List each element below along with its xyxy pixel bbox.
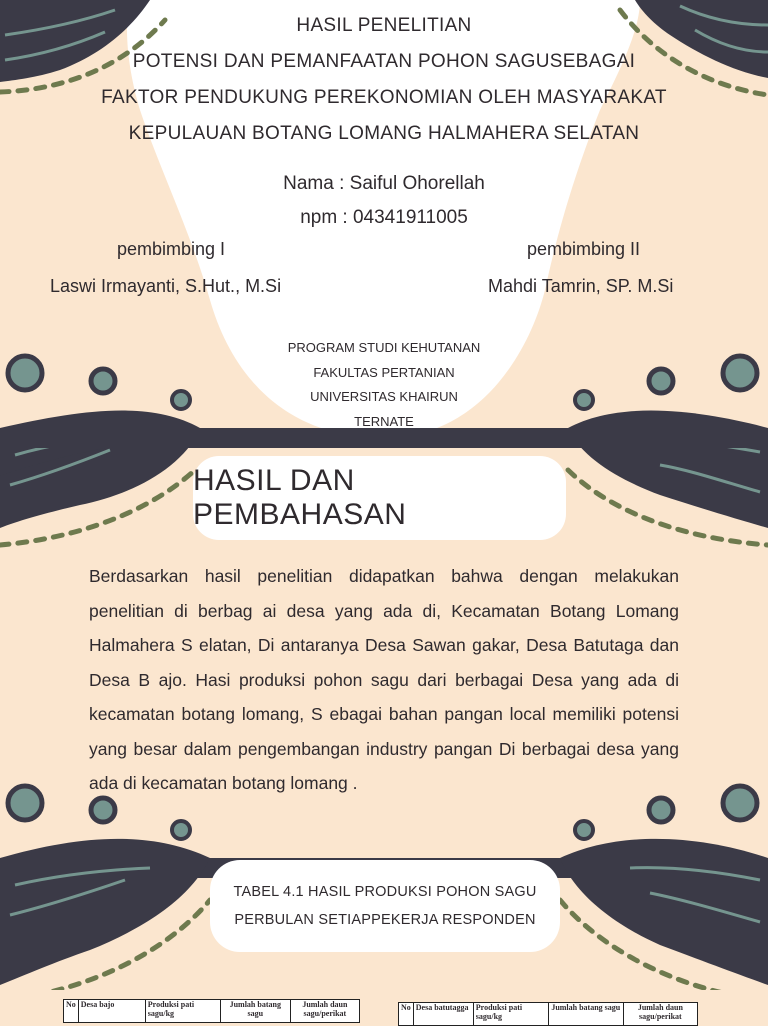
institution-line-3: UNIVERSITAS KHAIRUN bbox=[310, 389, 458, 404]
table-desa-bajo bbox=[63, 999, 360, 1023]
title-line-1: HASIL PENELITIAN bbox=[296, 15, 472, 36]
title-line-3: FAKTOR PENDUKUNG PEREKONOMIAN OLEH MASYARAKAT bbox=[101, 87, 667, 108]
section-heading-box bbox=[193, 456, 566, 540]
institution-line-2: FAKULTAS PERTANIAN bbox=[313, 364, 455, 380]
supervisor-2-name: Mahdi Tamrin, SP. M.Si bbox=[488, 276, 674, 296]
col-daun: Jumlah daun sagu/perikat bbox=[290, 1000, 359, 1023]
col-daun: Jumlah daun sagu/perikat bbox=[623, 1003, 697, 1026]
col-batang: Jumlah batang sagu bbox=[548, 1003, 623, 1026]
table-caption-line-2: PERBULAN SETIAPPEKERJA RESPONDEN bbox=[234, 912, 536, 928]
institution-line-1: PROGRAM STUDI KEHUTANAN bbox=[287, 340, 481, 355]
col-desa: Desa batutagga bbox=[413, 1003, 473, 1026]
col-no: No bbox=[64, 1000, 79, 1023]
col-desa: Desa bajo bbox=[78, 1000, 145, 1023]
institution-block bbox=[0, 336, 768, 434]
section-title: HASIL DAN PEMBAHASAN bbox=[193, 464, 407, 531]
supervisor-1-name: Laswi Irmayanti, S.Hut., M.Si bbox=[50, 276, 282, 296]
col-batang: Jumlah batang sagu bbox=[220, 1000, 290, 1023]
research-title bbox=[0, 8, 768, 152]
table-caption-line-1: TABEL 4.1 HASIL PRODUKSI POHON SAGU bbox=[233, 884, 537, 900]
supervisor-1-label: pembimbing I bbox=[117, 239, 226, 259]
author-name: Nama : Saiful Ohorellah bbox=[283, 173, 485, 194]
results-paragraph: Berdasarkan hasil penelitian didapatkan bahwa dengan melakukan penelitian di berbag ai desa yang ada di, Kecamatan Botang Lomang Halmahera S elatan, Di antaranya Desa Sawan gakar, Desa Batutaga dan Desa B ajo. Hasi produksi pohon sagu dari berbagai Desa yang ada di kecamatan botang lomang, S ebagai bahan pangan local memiliki potensi yang besar dalam pengembangan industry pangan Di berbagai desa yang ada di kecamatan botang lomang . bbox=[89, 566, 679, 793]
table-caption-box bbox=[210, 860, 560, 952]
author-npm: npm : 04341911005 bbox=[300, 207, 468, 228]
institution-line-4: TERNATE bbox=[354, 413, 414, 429]
col-no: No bbox=[399, 1003, 414, 1026]
table-desa-batutagga bbox=[398, 1002, 698, 1026]
title-line-4: KEPULAUAN BOTANG LOMANG HALMAHERA SELATAN bbox=[128, 123, 640, 144]
supervisor-2-label: pembimbing II bbox=[527, 239, 641, 259]
lower-left-leaf bbox=[0, 858, 210, 985]
table-header-row bbox=[64, 1000, 360, 1023]
table-header-row bbox=[399, 1003, 698, 1026]
col-produksi: Produksi pati sagu/kg bbox=[145, 1000, 220, 1023]
col-produksi: Produksi pati sagu/kg bbox=[473, 1003, 548, 1026]
title-line-2: POTENSI DAN PEMANFAATAN POHON SAGUSEBAGAI bbox=[132, 51, 636, 72]
